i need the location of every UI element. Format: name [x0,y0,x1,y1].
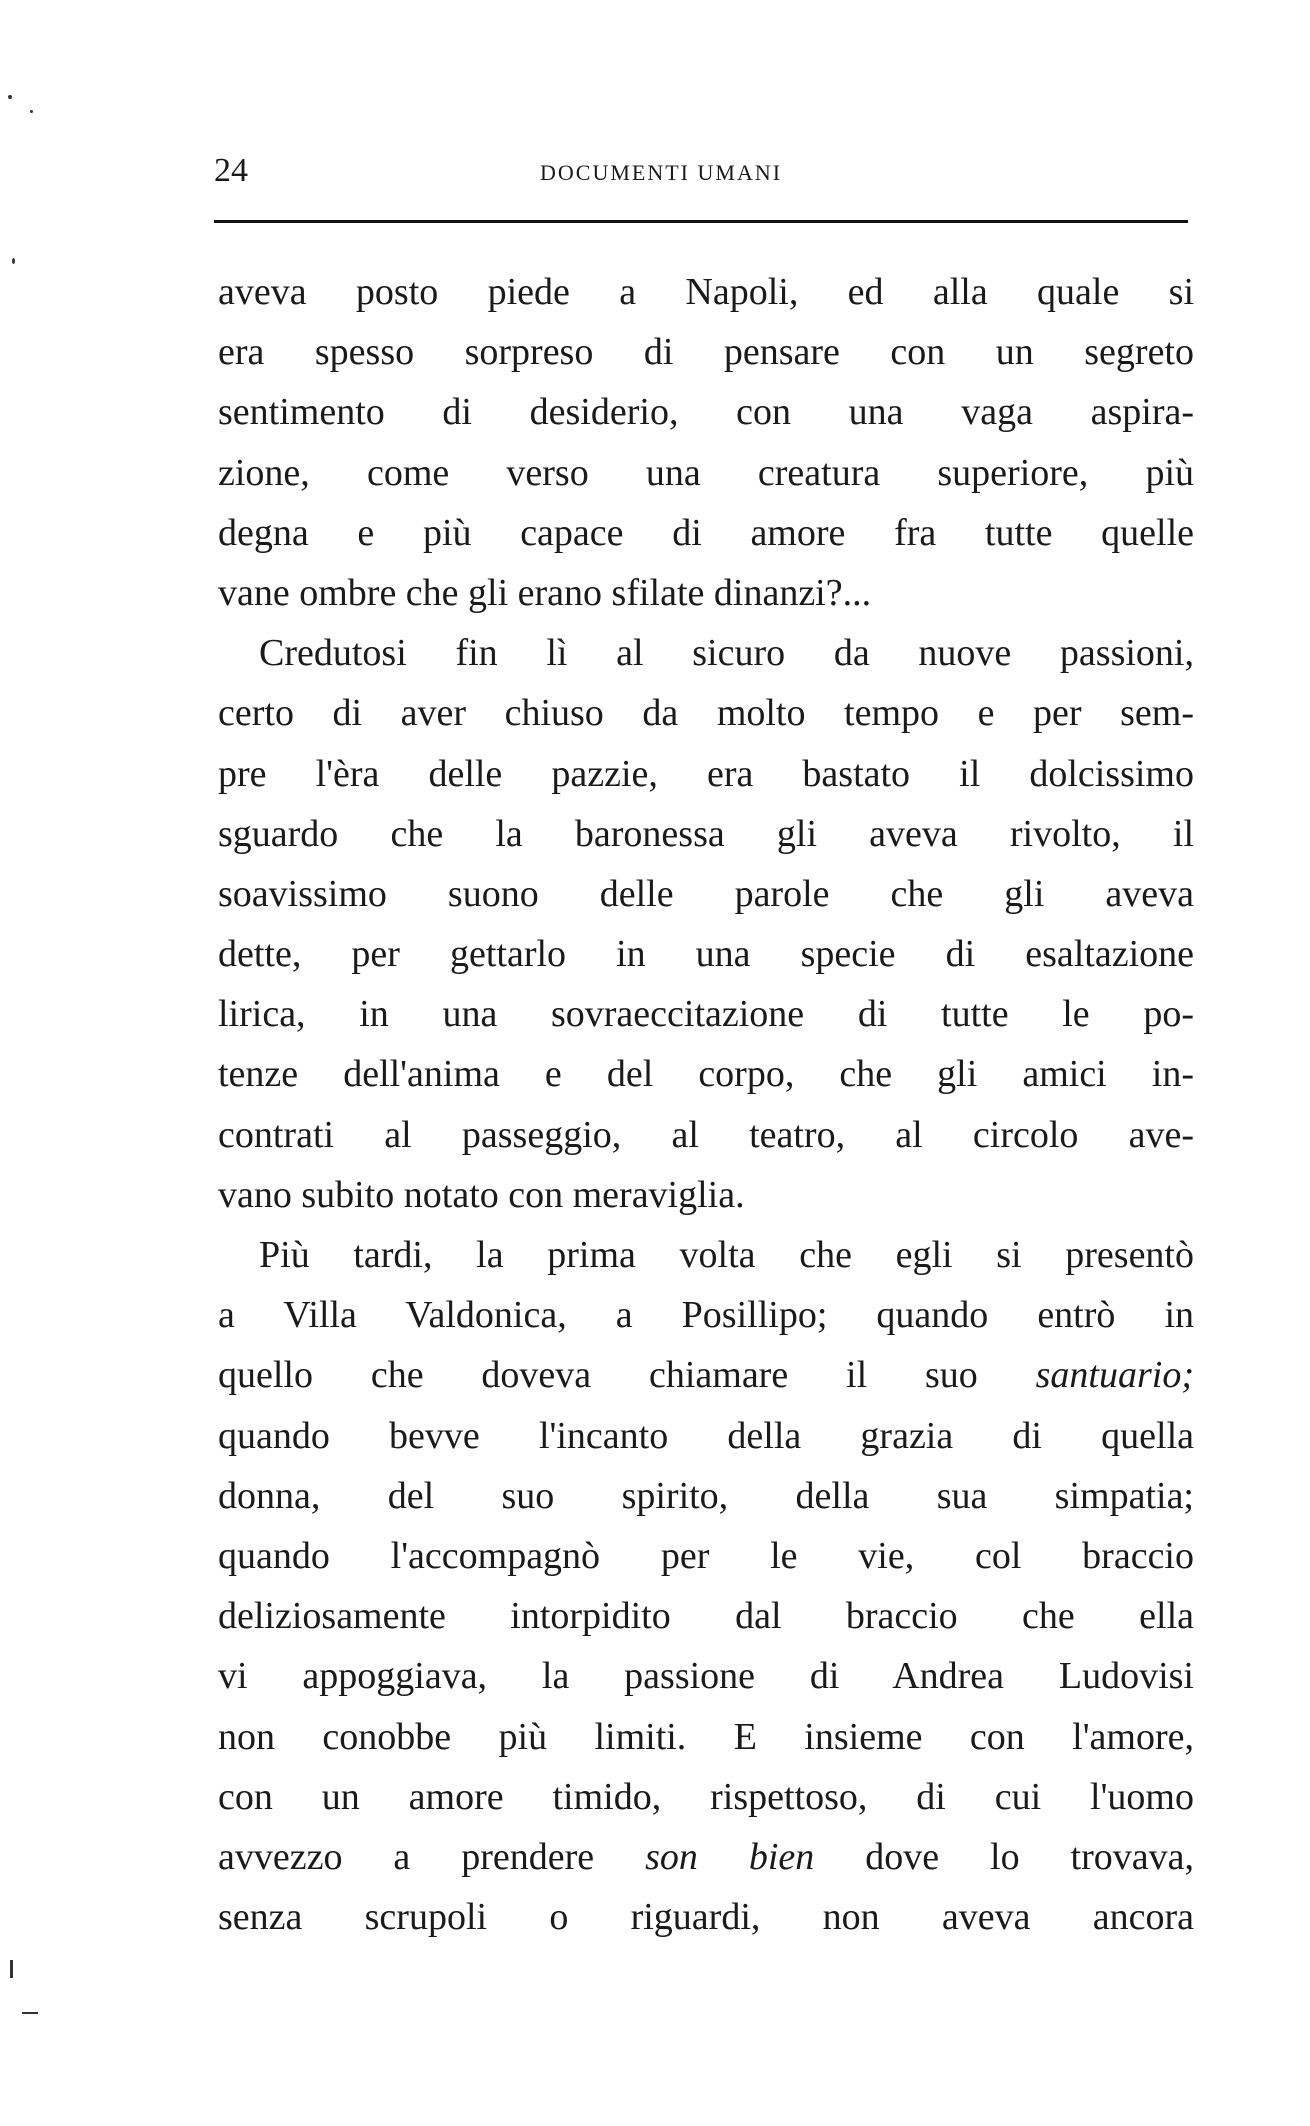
text-line [218,1044,1194,1104]
scan-speck [12,258,15,264]
line-text: vane ombre che gli erano sfilate dinanzi?... [218,571,872,614]
text-line [218,1887,1194,1947]
line-text: pre l'èra delle pazzie, era bastato il dolcissimo [218,752,1194,795]
line-text: sguardo che la baronessa gli aveva rivolto, il [218,812,1194,855]
line-text: Più tardi, la prima volta che egli si presentò [259,1234,1194,1276]
text-line [218,984,1194,1044]
text-line [218,924,1194,984]
line-text: contrati al passeggio, al teatro, al circolo ave- [218,1113,1194,1156]
line-text: sentimento di desiderio, con una vaga aspira- [218,391,1194,434]
text-line [218,1285,1194,1345]
italic-text: santuario; [1035,1354,1194,1397]
line-text: avvezzo a prendere [218,1835,646,1878]
line-text: senza scrupoli o riguardi, non aveva ancora [218,1896,1194,1939]
text-line [218,443,1194,503]
body-text [218,262,1194,1947]
text-line [218,1225,1194,1285]
text-line [218,744,1194,804]
text-line [218,623,1194,683]
line-text: non conobbe più limiti. E insieme con l'amore, [218,1715,1194,1758]
line-text: zione, come verso una creatura superiore, più [218,451,1194,494]
line-text: deliziosamente intorpidito dal braccio che ella [218,1595,1194,1638]
text-line [218,1586,1194,1646]
text-line [218,1526,1194,1586]
line-text: quando l'accompagnò per le vie, col braccio [218,1534,1194,1577]
text-line [218,1406,1194,1466]
scan-speck [22,2012,38,2014]
text-line [218,864,1194,924]
text-line [218,1345,1194,1405]
running-title: DOCUMENTI UMANI [540,160,783,185]
text-line [218,1165,1194,1225]
line-text: con un amore timido, rispettoso, di cui l'uomo [218,1775,1194,1818]
line-text: dette, per gettarlo in una specie di esaltazione [218,933,1194,976]
line-text: degna e più capace di amore fra tutte quelle [218,511,1194,554]
scan-speck [8,95,12,99]
text-line [218,1105,1194,1165]
text-line [218,1827,1194,1887]
line-text: donna, del suo spirito, della sua simpatia; [218,1474,1194,1517]
text-line [218,1707,1194,1767]
line-text: quando bevve l'incanto della grazia di quella [218,1414,1194,1457]
line-text: dove lo trovava, [814,1835,1194,1878]
line-text: Credutosi fin lì al sicuro da nuove passioni, [259,632,1194,675]
text-line [218,1767,1194,1827]
text-line [218,563,1194,623]
line-text: quello che doveva chiamare il suo [218,1354,1036,1397]
line-text: lirica, in una sovraeccitazione di tutte le po- [218,993,1194,1036]
text-line [218,804,1194,864]
page-number: 24 [214,152,248,189]
text-line [218,503,1194,563]
line-text: tenze dell'anima e del corpo, che gli amici in- [218,1053,1194,1096]
text-line [218,1466,1194,1526]
scan-speck [30,110,33,113]
scan-speck [10,1960,13,1978]
line-text: vi appoggiava, la passione di Andrea Ludovisi [218,1655,1194,1698]
line-text: era spesso sorpreso di pensare con un segreto [218,331,1194,374]
line-text: vano subito notato con meraviglia. [218,1173,745,1216]
header-rule [214,220,1188,223]
line-text: soavissimo suono delle parole che gli aveva [218,872,1194,915]
line-text: a Villa Valdonica, a Posillipo; quando entrò in [218,1294,1194,1337]
text-line [218,262,1194,322]
line-text: aveva posto piede a Napoli, ed alla quale si [218,271,1194,313]
text-line [218,322,1194,382]
italic-text: son bien [645,1835,815,1878]
text-line [218,1646,1194,1706]
text-line [218,382,1194,442]
text-line [218,683,1194,743]
line-text: certo di aver chiuso da molto tempo e per sem- [218,692,1194,735]
